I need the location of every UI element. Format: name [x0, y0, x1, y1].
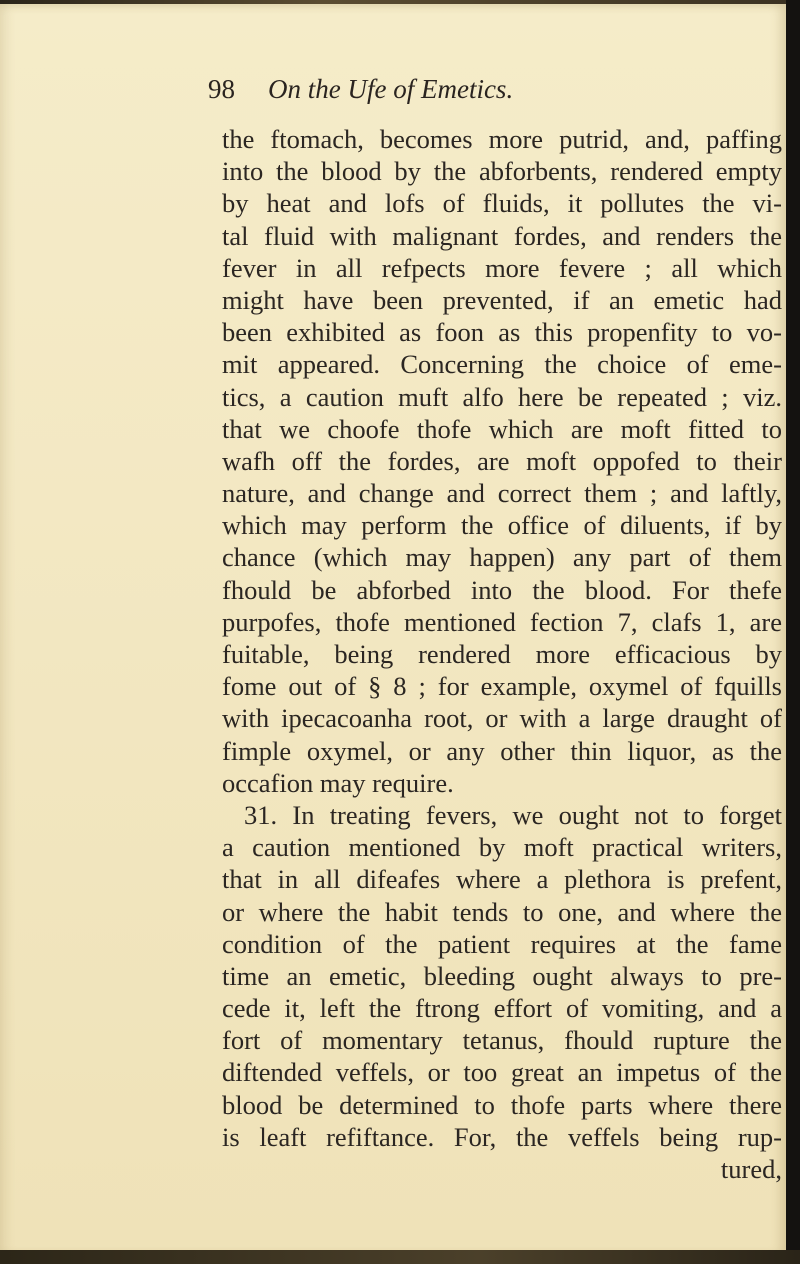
text-line: into the blood by the abforbents, rendered empty	[222, 156, 782, 187]
text-line: fort of momentary tetanus, fhould rupture the	[222, 1025, 782, 1056]
text-line: cede it, left the ftrong effort of vomiting, and a	[222, 993, 782, 1024]
text-line: been exhibited as foon as this propenfity to vo-	[222, 317, 782, 348]
text-line: fhould be abforbed into the blood. For thefe	[222, 574, 782, 605]
text-line: chance (which may happen) any part of them	[222, 542, 782, 573]
text-line: time an emetic, bleeding ought always to pre-	[222, 960, 782, 991]
page-bottom-edge	[0, 1250, 800, 1264]
text-line: fuitable, being rendered more efficacious by	[222, 639, 782, 669]
page-number: 98	[208, 74, 235, 104]
text-line: mit appeared. Concerning the choice of eme-	[222, 349, 782, 380]
text-line: fome out of § 8 ; for example, oxymel of fquills	[222, 671, 782, 702]
text-line: which may perform the office of diluents, if by	[222, 510, 782, 541]
text-line: might have been prevented, if an emetic had	[222, 284, 782, 315]
text-line: that we choofe thofe which are moft fitted to	[222, 413, 782, 444]
text-line: the ftomach, becomes more putrid, and, paffing	[222, 124, 782, 154]
text-line: diftended veffels, or too great an impetus of the	[222, 1057, 782, 1088]
text-line: a caution mentioned by moft practical writers,	[222, 832, 782, 863]
catchword-line: tured,	[720, 1154, 782, 1184]
text-line: fever in all refpects more fevere ; all which	[222, 252, 782, 283]
body-text	[222, 123, 782, 1185]
text-line: occafion may require.	[222, 767, 454, 798]
running-title: On the Ufe of Emetics.	[268, 74, 514, 104]
text-line: tics, a caution muft alfo here be repeated ; viz.	[222, 381, 782, 412]
text-line: is leaft refiftance. For, the veffels being rup-	[222, 1121, 782, 1152]
text-line: condition of the patient requires at the fame	[222, 928, 782, 959]
text-line: by heat and lofs of fluids, it pollutes the vi-	[222, 188, 782, 219]
text-line: tal fluid with malignant fordes, and renders the	[222, 220, 782, 251]
text-line: 31. In treating fevers, we ought not to forget	[244, 799, 782, 830]
running-header	[208, 74, 768, 114]
page-right-edge	[786, 0, 800, 1264]
text-line: fimple oxymel, or any other thin liquor, as the	[222, 735, 782, 766]
text-line: that in all difeafes where a plethora is prefent,	[222, 864, 782, 895]
text-line: purpofes, thofe mentioned fection 7, clafs 1, are	[222, 606, 782, 637]
text-line: wafh off the fordes, are moft oppofed to their	[222, 445, 782, 476]
text-line: with ipecacoanha root, or with a large draught of	[222, 703, 782, 734]
text-line: or where the habit tends to one, and where the	[222, 896, 782, 927]
text-line: nature, and change and correct them ; and laftly,	[222, 478, 782, 509]
text-line: blood be determined to thofe parts where there	[222, 1089, 782, 1120]
